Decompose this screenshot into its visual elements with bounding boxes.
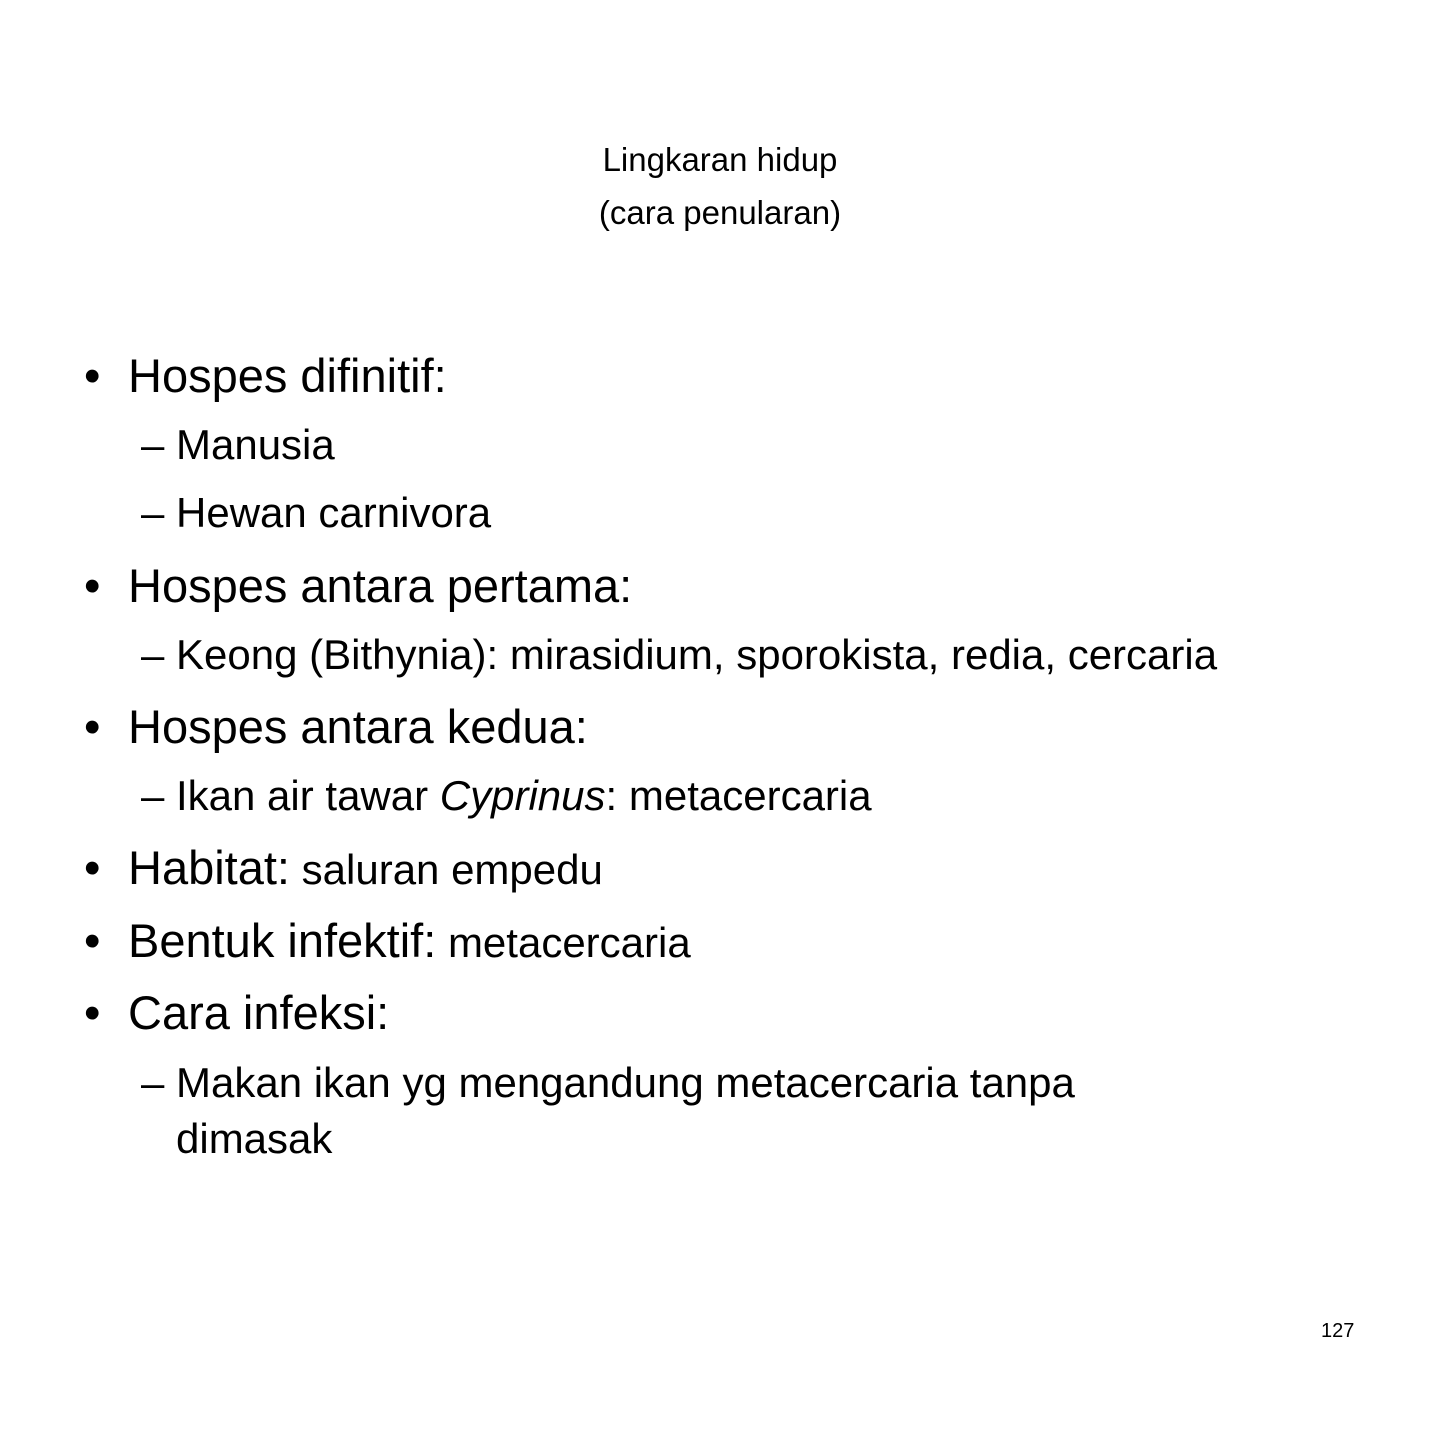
bullet-habitat [84,841,603,894]
bullet-first-intermediate-host [84,559,633,612]
bullet-label: Bentuk infektif: [128,914,437,967]
dash-glyph: – [141,772,165,819]
bullet-glyph: • [84,841,101,894]
sub-item-suffix: : metacercaria [605,772,872,819]
bullet-glyph: • [84,986,101,1039]
bullet-infection-route [84,986,390,1039]
sub-item-makan-ikan [141,1059,1075,1162]
slide-title [0,134,1440,240]
bullet-glyph: • [84,559,101,612]
sub-item-hewan-carnivora [141,489,492,536]
bullet-infective-form [84,914,691,967]
sub-item-prefix: Ikan air tawar [176,772,440,819]
bullet-label: Hospes difinitif: [128,349,447,402]
bullet-glyph: • [84,349,101,402]
sub-item-text: Manusia [176,421,335,468]
bullet-value: saluran empedu [289,846,603,893]
bullet-label: Hospes antara pertama: [128,559,633,612]
dash-glyph: – [141,1059,165,1106]
bullet-value: metacercaria [436,919,691,966]
bullet-label: Hospes antara kedua: [128,700,588,753]
sub-item-manusia [141,421,335,468]
bullet-label: Cara infeksi: [128,986,390,1039]
bullet-glyph: • [84,700,101,753]
bullet-definitive-host [84,349,447,402]
sub-item-ikan-air-tawar [141,772,872,819]
dash-glyph: – [141,631,165,678]
sub-item-text: Makan ikan yg mengandung metacercaria tanpa [176,1059,1075,1106]
dash-glyph: – [141,489,165,536]
dash-glyph: – [141,421,165,468]
bullet-glyph: • [84,914,101,967]
genus-name: Cyprinus [439,772,606,819]
sub-item-continuation: dimasak [176,1115,333,1162]
bullet-label: Habitat: [128,841,290,894]
bullet-second-intermediate-host [84,700,588,753]
title-line-2: (cara penularan) [598,193,842,231]
sub-item-text: Hewan carnivora [176,489,492,536]
title-line-1: Lingkaran hidup [602,141,838,178]
sub-item-keong [141,631,1218,678]
sub-item-text: Keong (Bithynia): mirasidium, sporokista, redia, cercaria [176,631,1218,678]
page-number: 127 [1321,1320,1355,1342]
